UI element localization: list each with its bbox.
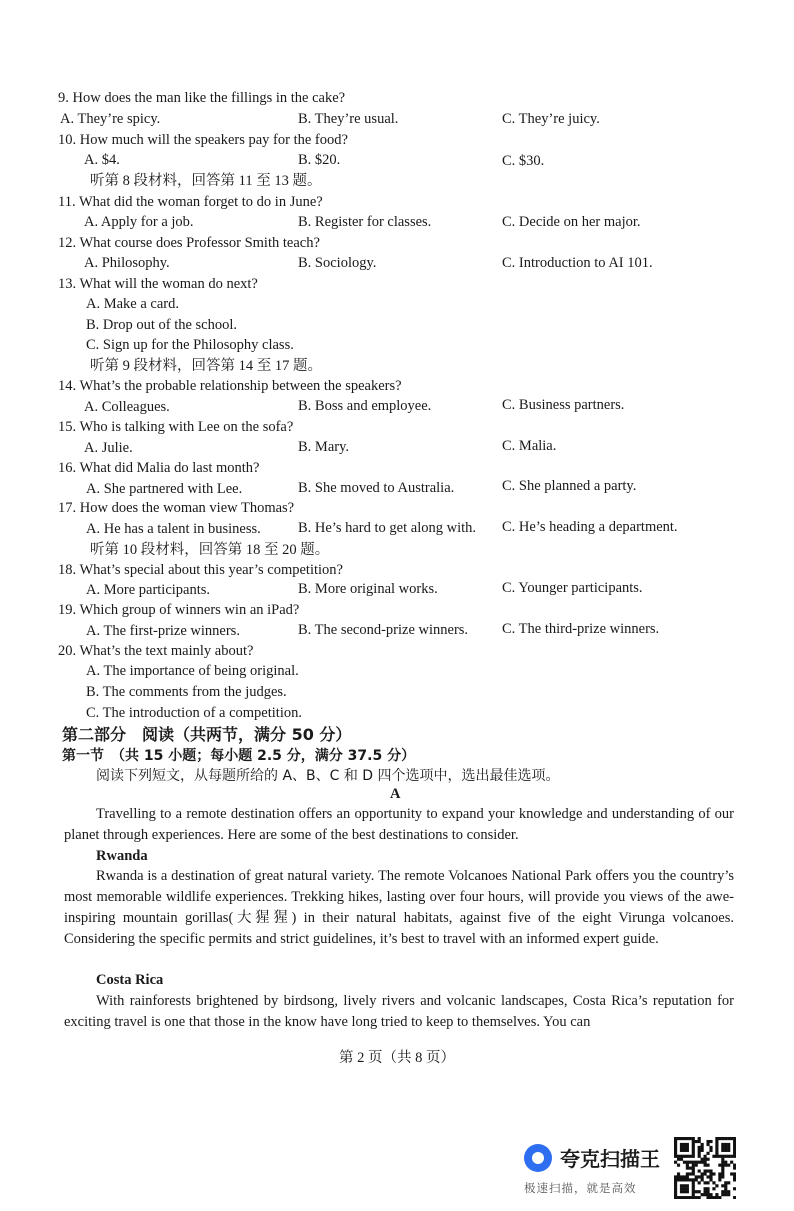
question-12-option-b: B. Sociology. xyxy=(298,255,377,271)
brand-name: 夸克扫描王 xyxy=(560,1147,660,1171)
question-15-option-c: C. Malia. xyxy=(502,438,557,454)
question-19-option-c: C. The third-prize winners. xyxy=(502,621,660,637)
brand-slogan: 极速扫描，就是高效 xyxy=(524,1181,637,1195)
reading-instruction: 阅读下列短文，从每题所给的 A、B、C 和 D 四个选项中，选出最佳选项。 xyxy=(96,768,560,784)
question-14-option-b: B. Boss and employee. xyxy=(298,398,432,414)
subheading-rwanda: Rwanda xyxy=(96,848,148,864)
question-14-option-a: A. Colleagues. xyxy=(84,399,170,415)
question-11-option-b: B. Register for classes. xyxy=(298,214,432,230)
question-16-option-b: B. She moved to Australia. xyxy=(298,480,455,496)
question-12-stem: 12. What course does Professor Smith teach? xyxy=(58,235,320,251)
segment-9-instruction: 听第 9 段材料，回答第 14 至 17 题。 xyxy=(90,358,322,374)
question-12-option-c: C. Introduction to AI 101. xyxy=(502,255,653,271)
subheading-costa-rica: Costa Rica xyxy=(96,972,164,988)
question-11-option-c: C. Decide on her major. xyxy=(502,214,641,230)
question-14-option-c: C. Business partners. xyxy=(502,397,625,413)
question-17-stem: 17. How does the woman view Thomas? xyxy=(58,500,295,516)
question-20-option-c: C. The introduction of a competition. xyxy=(86,705,302,721)
question-9-option-a: A. They’re spicy. xyxy=(60,111,161,127)
question-10-option-b: B. $20. xyxy=(298,152,341,168)
question-11-option-a: A. Apply for a job. xyxy=(84,214,194,230)
quark-logo-icon xyxy=(524,1144,552,1172)
part-2-title: 第二部分 阅读（共两节，满分 50 分） xyxy=(62,725,352,744)
question-18-stem: 18. What’s special about this year’s competition? xyxy=(58,562,343,578)
question-17-option-c: C. He’s heading a department. xyxy=(502,519,678,535)
question-9-option-b: B. They’re usual. xyxy=(298,111,399,127)
question-11-stem: 11. What did the woman forget to do in June? xyxy=(58,194,323,210)
paragraph-rwanda: Rwanda is a destination of great natural variety. The remote Volcanoes National Park offers you the country’s most memorable wildlife experiences. Trekking hikes, lasting over four hours, will provide you views of the awe-inspiring mountain gorillas(大猩猩) in their natural habitats, against five of the eight Virunga volcanoes. Considering the specific permits and strict guidelines, it’s best to travel with an informed expert guide. xyxy=(64,868,734,947)
question-13-stem: 13. What will the woman do next? xyxy=(58,276,258,292)
question-15-option-a: A. Julie. xyxy=(84,440,133,456)
question-14-stem: 14. What’s the probable relationship between the speakers? xyxy=(58,378,402,394)
question-18-option-a: A. More participants. xyxy=(86,582,211,598)
question-20-option-a: A. The importance of being original. xyxy=(86,663,299,679)
question-17-option-b: B. He’s hard to get along with. xyxy=(298,520,477,536)
scanner-watermark xyxy=(524,1140,674,1200)
question-16-option-a: A. She partnered with Lee. xyxy=(86,481,243,497)
page-number: 第 2 页（共 8 页） xyxy=(339,1050,455,1066)
question-10-stem: 10. How much will the speakers pay for the food? xyxy=(58,132,348,148)
question-20-stem: 20. What’s the text mainly about? xyxy=(58,643,254,659)
segment-10-instruction: 听第 10 段材料，回答第 18 至 20 题。 xyxy=(90,542,330,558)
question-19-stem: 19. Which group of winners win an iPad? xyxy=(58,602,300,618)
question-17-option-a: A. He has a talent in business. xyxy=(86,521,261,537)
question-12-option-a: A. Philosophy. xyxy=(84,255,170,271)
segment-8-instruction: 听第 8 段材料，回答第 11 至 13 题。 xyxy=(90,173,322,189)
passage-intro: Travelling to a remote destination offers an opportunity to expand your knowledge and understanding of our planet through experiences. Here are some of the best destinations to consider. xyxy=(64,806,734,843)
section-1-title: 第一节 （共 15 小题；每小题 2.5 分，满分 37.5 分） xyxy=(62,748,416,764)
question-19-option-a: A. The first-prize winners. xyxy=(86,623,240,639)
question-13-option-c: C. Sign up for the Philosophy class. xyxy=(86,337,294,353)
question-10-option-c: C. $30. xyxy=(502,153,545,169)
question-9-option-c: C. They’re juicy. xyxy=(502,111,600,127)
question-15-option-b: B. Mary. xyxy=(298,439,350,455)
paragraph-costa-rica: With rainforests brightened by birdsong, lively rivers and volcanic landscapes, Costa Rica’s reputation for exciting travel is one that those in the know have long tried to keep to themselves. You can xyxy=(64,993,734,1030)
question-13-option-a: A. Make a card. xyxy=(86,296,179,312)
qr-code-icon xyxy=(674,1137,736,1199)
passage-label: A xyxy=(390,786,401,802)
question-16-stem: 16. What did Malia do last month? xyxy=(58,460,260,476)
question-10-option-a: A. $4. xyxy=(84,152,120,168)
question-16-option-c: C. She planned a party. xyxy=(502,478,637,494)
question-15-stem: 15. Who is talking with Lee on the sofa? xyxy=(58,419,294,435)
question-20-option-b: B. The comments from the judges. xyxy=(86,684,287,700)
question-9-stem: 9. How does the man like the fillings in the cake? xyxy=(58,90,346,106)
question-13-option-b: B. Drop out of the school. xyxy=(86,317,238,333)
question-18-option-c: C. Younger participants. xyxy=(502,580,643,596)
question-18-option-b: B. More original works. xyxy=(298,581,438,597)
question-19-option-b: B. The second-prize winners. xyxy=(298,622,469,638)
